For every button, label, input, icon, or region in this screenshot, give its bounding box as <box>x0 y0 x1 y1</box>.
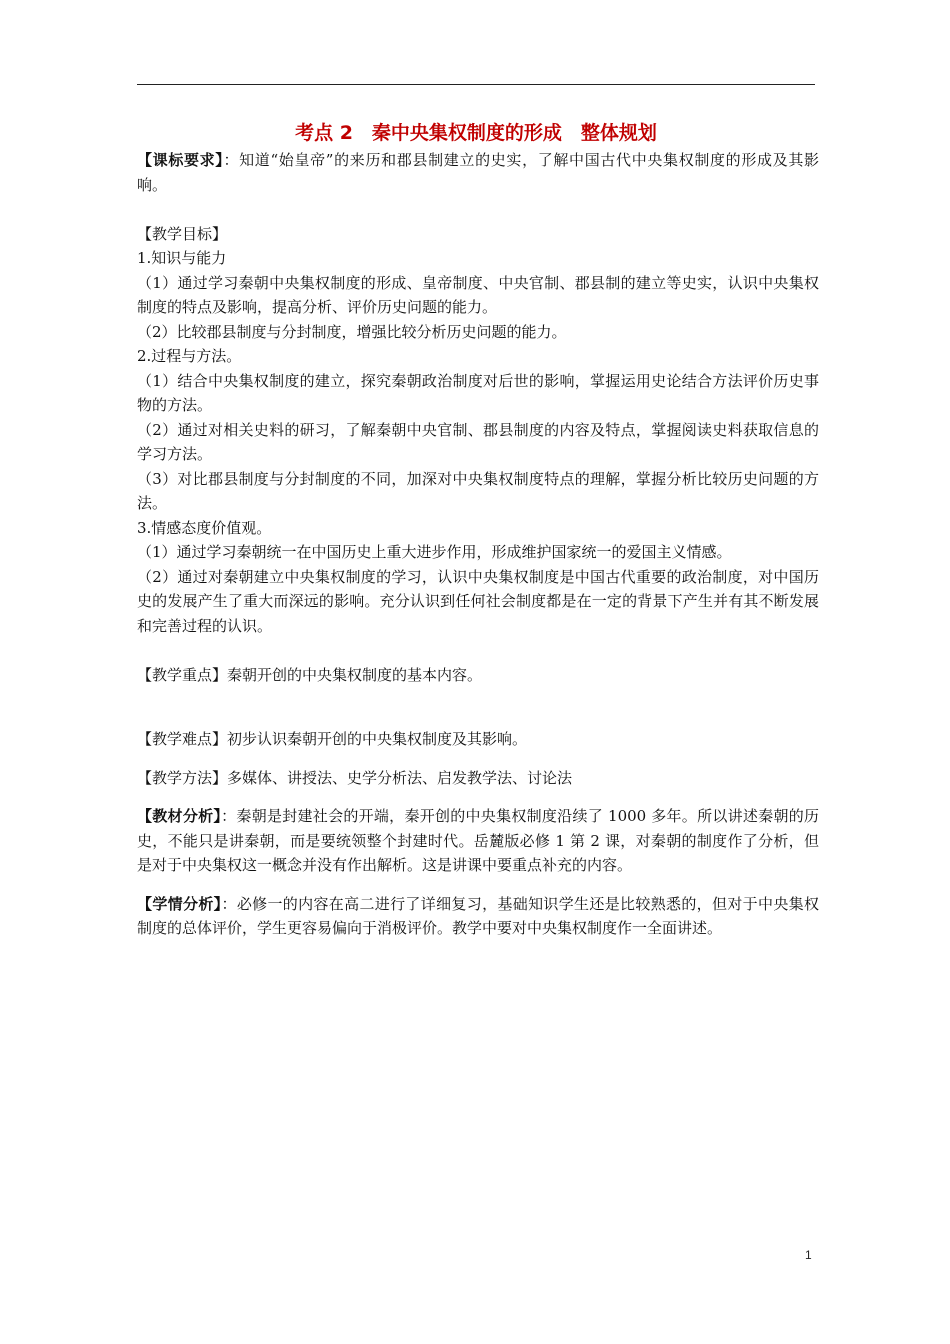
key-point-text: 秦朝开创的中央集权制度的基本内容。 <box>227 665 483 684</box>
key-point-label: 【教学重点】 <box>137 665 228 684</box>
methods-paragraph <box>137 766 819 791</box>
textbook-analysis-label: 【教材分析】 <box>137 807 222 825</box>
objectives-section-1-item-1: （1）通过学习秦朝中央集权制度的形成、皇帝制度、中央官制、郡县制的建立等史实，认识中央集权制度的特点及影响，提高分析、评价历史问题的能力。 <box>137 273 819 316</box>
objectives-heading: 【教学目标】 <box>137 224 228 243</box>
page-number: 1 <box>805 1248 812 1262</box>
objectives-section-2-item-3: （3）对比郡县制度与分封制度的不同，加深对中央集权制度特点的理解，掌握分析比较历史问题的方法。 <box>137 469 819 512</box>
objectives-section-1-title: 1.知识与能力 <box>137 249 227 267</box>
objectives-section-2-title: 2.过程与方法。 <box>137 347 242 365</box>
student-analysis-label: 【学情分析】 <box>137 894 222 913</box>
curriculum-requirement-paragraph <box>137 148 819 197</box>
difficulty-paragraph <box>137 727 819 752</box>
methods-text: 多媒体、讲授法、史学分析法、启发教学法、讨论法 <box>227 768 573 787</box>
objectives-section-1-item-2: （2）比较郡县制度与分封制度，增强比较分析历史问题的能力。 <box>137 322 567 341</box>
curriculum-requirement-text: ：知道“始皇帝”的来历和郡县制建立的史实，了解中国古代中央集权制度的形成及其影响。 <box>137 151 819 194</box>
header-rule <box>137 84 815 85</box>
objectives-section-2-item-2: （2）通过对相关史料的研习，了解秦朝中央官制、郡县制度的内容及特点，掌握阅读史料获取信息的学习方法。 <box>137 420 819 463</box>
objectives-section-3-item-1: （1）通过学习秦朝统一在中国历史上重大进步作用，形成维护国家统一的爱国主义情感。 <box>137 543 732 561</box>
objectives-section-3-title: 3.情感态度价值观。 <box>137 518 272 537</box>
page-title: 考点 2 秦中央集权制度的形成 整体规划 <box>295 122 657 144</box>
textbook-analysis-paragraph <box>137 804 819 878</box>
student-analysis-text: ：必修一的内容在高二进行了详细复习，基础知识学生还是比较熟悉的，但对于中央集权制度的总体评价，学生更容易偏向于消极评价。教学中要对中央集权制度作一全面讲述。 <box>137 894 819 937</box>
methods-label: 【教学方法】 <box>137 768 228 787</box>
student-analysis-paragraph <box>137 892 819 941</box>
curriculum-requirement-label: 【课标要求】 <box>137 151 224 169</box>
textbook-analysis-text: ：秦朝是封建社会的开端，秦开创的中央集权制度沿续了 1000 多年。所以讲述秦朝的历史，不能只是讲秦朝，而是要统领整个封建时代。岳麓版必修 1 第 2 课，对秦朝的制度作了分析，但是对于中央集权这一概念并没有作出解析。这是讲课中要重点补充的内容。 <box>137 807 819 874</box>
objectives-section-3-item-2: （2）通过对秦朝建立中央集权制度的学习，认识中央集权制度是中国古代重要的政治制度，对中国历史的发展产生了重大而深远的影响。充分认识到任何社会制度都是在一定的背景下产生并有其不断发展和完善过程的认识。 <box>137 567 819 635</box>
difficulty-label: 【教学难点】 <box>137 730 228 748</box>
key-point-paragraph <box>137 663 819 688</box>
objectives-section-2-item-1: （1）结合中央集权制度的建立，探究秦朝政治制度对后世的影响，掌握运用史论结合方法评价历史事物的方法。 <box>137 371 819 414</box>
difficulty-text: 初步认识秦朝开创的中央集权制度及其影响。 <box>227 730 528 748</box>
document-body <box>137 148 819 941</box>
